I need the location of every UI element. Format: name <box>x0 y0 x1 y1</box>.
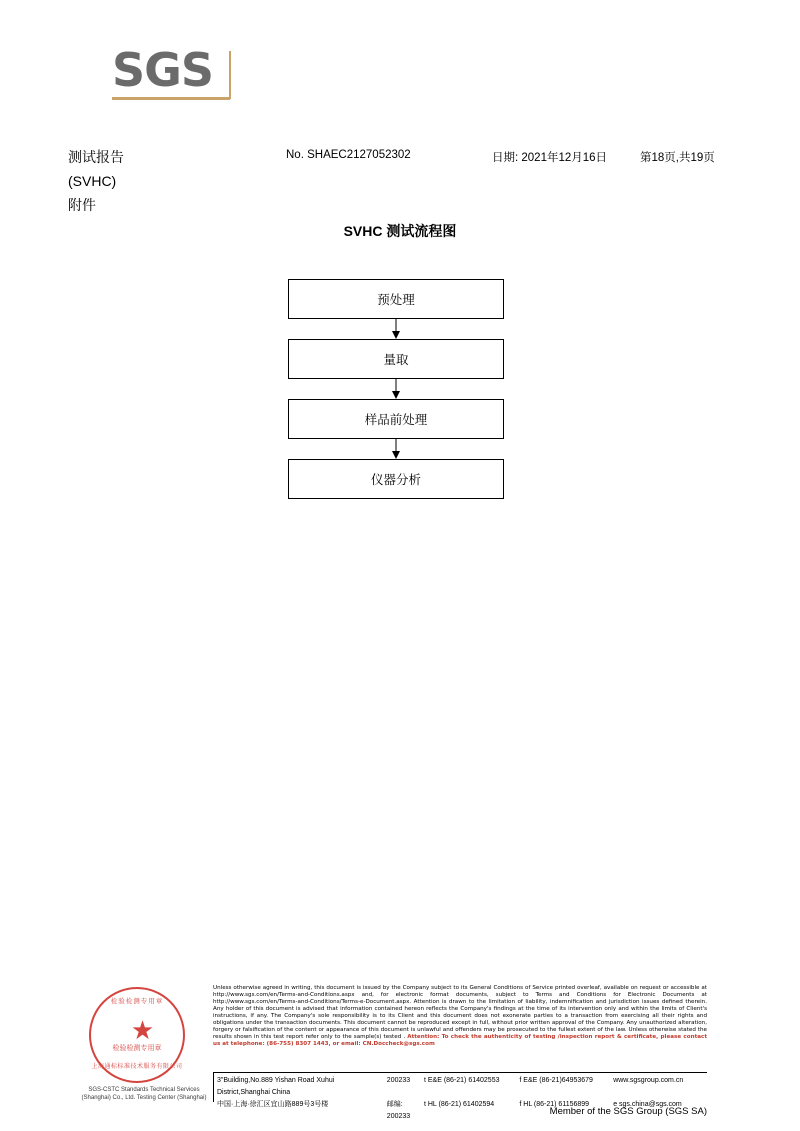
address-line-en: 3"Building,No.889 Yishan Road Xuhui District,Shanghai China <box>217 1077 335 1096</box>
company-stamp <box>75 987 210 1101</box>
page-title <box>68 145 124 217</box>
stamp-arc-top-text: 检验检测专用章 <box>110 998 164 1005</box>
email: e sgs.china@sgs.com <box>613 1101 682 1108</box>
logo-underline <box>112 97 230 100</box>
member-note: Member of the SGS Group (SGS SA) <box>549 1106 707 1117</box>
sgs-logo-text: SGS <box>112 43 214 97</box>
stamp-caption: SGS-CSTC Standards Technical Services (Shanghai) Co., Ltd. Testing Center (Shanghai) <box>81 1087 207 1101</box>
page-footer <box>0 975 800 1131</box>
report-date: 日期: 2021年12月16日 <box>492 152 608 164</box>
flow-arrow-2 <box>288 379 504 399</box>
flowchart <box>288 279 506 499</box>
title-line-2: (SVHC) <box>68 173 117 189</box>
fax-ee: f E&E (86-21)64953679 <box>519 1077 593 1084</box>
flow-step-2: 量取 <box>288 339 504 379</box>
flowchart-title: SVHC 测试流程图 <box>343 223 457 239</box>
legal-text: Unless otherwise agreed in writing, this document is issued by the Company subject to its General Conditions of Service printed overleaf, available on request or accessible at http://www.sgs.com/en/Terms-and-Conditions.aspx and, for electronic format documents, subject to Terms and Conditions for Electronic Documents at http://www.sgs.com/en/Terms-and-Conditions/Terms-e-Document.aspx. Attention is drawn to the limitation of liability, indemnification and jurisdiction issues defined therein. Any holder of this document is advised that information contained hereon reflects the Company's findings at the time of its intervention only and within the limits of Client's instructions, if any. The Company's sole responsibility is to its Client and this document does not exonerate parties to a transaction from exercising all their rights and obligations under the transaction documents. This document cannot be reproduced except in full, without prior written approval of the Company. Any unauthorized alteration, forgery or falsification of the content or appearance of this document is unlawful and offenders may be prosecuted to the fullest extent of the law. Unless otherwise stated the results shown in this test report refer only to the sample(s) tested . <box>213 985 707 1040</box>
fax-hl: f HL (86-21) 61156899 <box>519 1101 590 1108</box>
postcode-cn: 邮编: 200233 <box>386 1101 411 1120</box>
stamp-mid-text: 检验检测专用章 <box>112 1045 162 1052</box>
flow-step-3: 样品前处理 <box>288 399 504 439</box>
logo-vertical-rule <box>229 51 231 99</box>
footer-divider <box>213 1072 707 1073</box>
star-icon: ★ <box>130 1015 155 1045</box>
postcode-en: 200233 <box>386 1077 411 1084</box>
address-row <box>213 1075 707 1099</box>
flow-arrow-3 <box>288 439 504 459</box>
address-line-cn: 中国·上海·徐汇区宜山路889号3号楼 <box>217 1101 329 1108</box>
sgs-logo <box>112 45 232 107</box>
flow-step-1: 预处理 <box>288 279 504 319</box>
tel-hl: t HL (86-21) 61402594 <box>423 1101 495 1108</box>
flow-step-4: 仪器分析 <box>288 459 504 499</box>
tel-ee: t E&E (86-21) 61402553 <box>423 1077 500 1084</box>
website: www.sgsgroup.com.cn <box>613 1077 684 1084</box>
flow-arrow-1 <box>288 319 504 339</box>
legal-disclaimer <box>213 985 707 1048</box>
legal-attention: Attention: To check the authenticity of testing /inspection report & certificate, please contact us at telephone: (86-755) 8307 1443, or email: CN.Doccheck@sgs.com <box>213 1034 708 1047</box>
stamp-arc-bottom-text: 上海通标标准技术服务有限公司 <box>91 1064 183 1070</box>
title-line-1: 测试报告 <box>68 149 124 165</box>
title-line-3: 附件 <box>68 197 96 213</box>
page-indicator: 第18页,共19页 <box>640 152 715 164</box>
report-number: No. SHAEC2127052302 <box>286 149 411 161</box>
